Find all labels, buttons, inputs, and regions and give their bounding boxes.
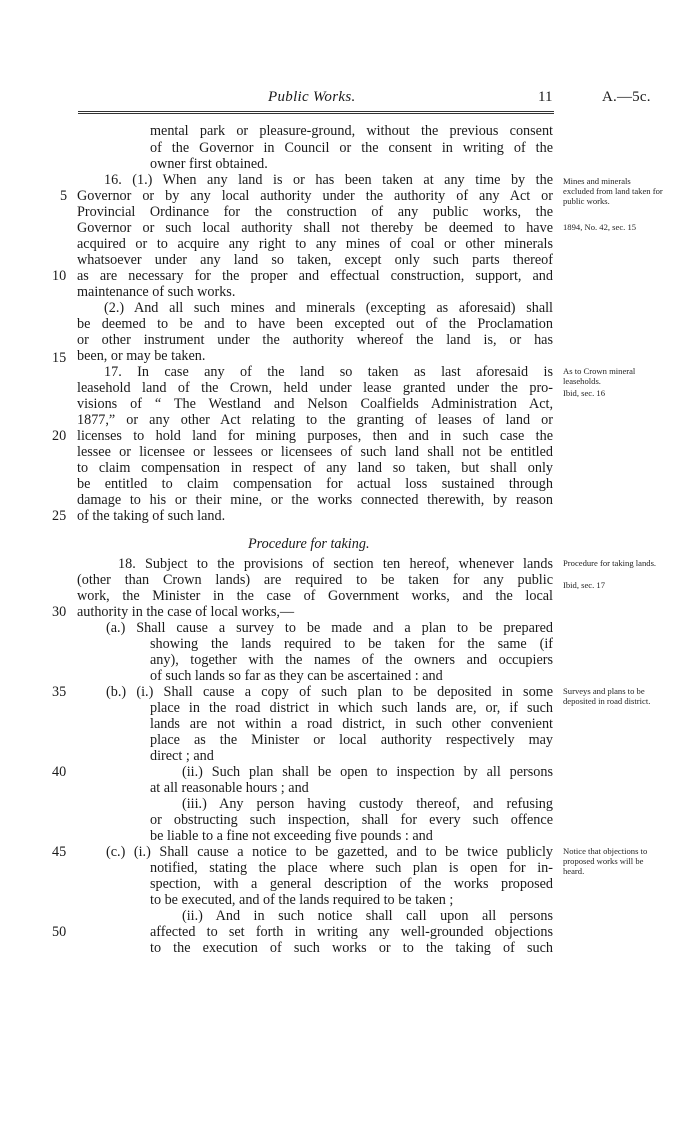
line-number: 40: [52, 764, 67, 780]
margin-note: Notice that objections to proposed works will be heard.: [563, 846, 648, 876]
margin-note: As to Crown mineral leaseholds.: [563, 366, 636, 386]
body-line: be liable to a fine not exceeding five pounds : and: [150, 828, 433, 844]
body-line: Governor or such local authority shall not thereby be deemed to have: [77, 220, 553, 236]
clause-c: (c.) (i.) Shall cause a notice to be gazetted, and to be twice publicly: [106, 844, 553, 860]
document-reference: A.—5c.: [602, 89, 651, 105]
body-line: owner first obtained.: [150, 156, 268, 172]
body-line: Governor or by any local authority under the authority of any Act or: [77, 188, 553, 204]
body-line: showing the lands required to be taken for the same (if: [150, 636, 553, 652]
body-line: (other than Crown lands) are required to be taken for any public: [77, 572, 553, 588]
body-line: or obstructing such inspection, shall for every such offence: [150, 812, 553, 828]
body-line: to the execution of such works or to the taking of such: [150, 940, 553, 956]
section-17-start: 17. In case any of the land so taken as last aforesaid is: [104, 364, 553, 380]
line-number: 35: [52, 684, 67, 700]
section-18-start: 18. Subject to the provisions of section ten hereof, whenever lands: [118, 556, 553, 572]
body-line: of the Governor in Council or the consent in writing of the: [150, 140, 553, 156]
line-number: 5: [60, 188, 68, 204]
section-heading: Procedure for taking.: [248, 536, 370, 552]
body-line: lands are not within a road district, in such other convenient: [150, 716, 553, 732]
margin-note: Surveys and plans to be deposited in road district.: [563, 686, 651, 706]
header-rule: [78, 111, 554, 114]
body-line: whatsoever under any land so taken, except only such parts thereof: [77, 252, 553, 268]
body-line: maintenance of such works.: [77, 284, 236, 300]
body-line: licenses to hold land for mining purposes, then and in such case the: [77, 428, 553, 444]
body-line: work, the Minister in the case of Government works, and the local: [77, 588, 553, 604]
body-line: (ii.) Such plan shall be open to inspection by all persons: [182, 764, 553, 780]
line-number: 25: [52, 508, 67, 524]
margin-citation: 1894, No. 42, sec. 15: [563, 222, 637, 232]
margin-citation: Ibid, sec. 17: [563, 580, 606, 590]
running-title: Public Works.: [268, 89, 356, 105]
body-line: Provincial Ordinance for the construction of any public works, the: [77, 204, 553, 220]
body-line: spection, with a general description of the works proposed: [150, 876, 553, 892]
body-line: place as the Minister or local authority respectively may: [150, 732, 553, 748]
body-line: authority in the case of local works,—: [77, 604, 295, 620]
margin-note: Mines and minerals excluded from land taken for public works.: [563, 176, 663, 206]
body-line: notified, stating the place where such plan is open for in-: [150, 860, 553, 876]
line-number: 50: [52, 924, 67, 940]
body-line: affected to set forth in writing any well-grounded objections: [150, 924, 553, 940]
body-line: mental park or pleasure-ground, without the previous consent: [150, 123, 553, 139]
body-line: leasehold land of the Crown, held under lease granted under the pro-: [77, 380, 553, 396]
margin-note: Procedure for taking lands.: [563, 558, 657, 568]
body-line: (2.) And all such mines and minerals (excepting as aforesaid) shall: [104, 300, 553, 316]
clause-a: (a.) Shall cause a survey to be made and a plan to be prepared: [106, 620, 553, 636]
margin-citation: Ibid, sec. 16: [563, 388, 606, 398]
body-line: at all reasonable hours ; and: [150, 780, 309, 796]
body-line: acquired or to acquire any right to any mines of coal or other minerals: [77, 236, 553, 252]
body-line: (ii.) And in such notice shall call upon all persons: [182, 908, 553, 924]
body-line: lessee or licensee or lessees or licensees of such land shall not be entitled: [77, 444, 553, 460]
body-line: as are necessary for the proper and effectual construction, support, and: [77, 268, 553, 284]
body-line: or other instrument under the authority whereof the land is, or has: [77, 332, 553, 348]
body-line: 1877,” or any other Act relating to the granting of leases of land or: [77, 412, 553, 428]
body-line: (iii.) Any person having custody thereof, and refusing: [182, 796, 553, 812]
line-number: 30: [52, 604, 67, 620]
line-number: 45: [52, 844, 67, 860]
body-line: direct ; and: [150, 748, 214, 764]
body-line: damage to his or their mine, or the works connected therewith, by reason: [77, 492, 553, 508]
line-number: 15: [52, 350, 67, 366]
line-number: 10: [52, 268, 67, 284]
body-line: be entitled to claim compensation for actual loss sustained through: [77, 476, 553, 492]
body-line: of such lands so far as they can be ascertained : and: [150, 668, 443, 684]
body-line: to be executed, and of the lands required to be taken ;: [150, 892, 454, 908]
body-line: place in the road district in which such lands are, or, if such: [150, 700, 553, 716]
body-line: of the taking of such land.: [77, 508, 226, 524]
line-number: 20: [52, 428, 67, 444]
body-line: to claim compensation in respect of any land so taken, but shall only: [77, 460, 553, 476]
section-16-start: 16. (1.) When any land is or has been taken at any time by the: [104, 172, 553, 188]
body-line: any), together with the names of the owners and occupiers: [150, 652, 553, 668]
body-line: visions of “ The Westland and Nelson Coalfields Administration Act,: [77, 396, 553, 412]
body-line: be deemed to be and to have been excepted out of the Proclamation: [77, 316, 553, 332]
clause-b: (b.) (i.) Shall cause a copy of such plan to be deposited in some: [106, 684, 553, 700]
body-line: been, or may be taken.: [77, 348, 206, 364]
page-number: 11: [538, 89, 553, 105]
